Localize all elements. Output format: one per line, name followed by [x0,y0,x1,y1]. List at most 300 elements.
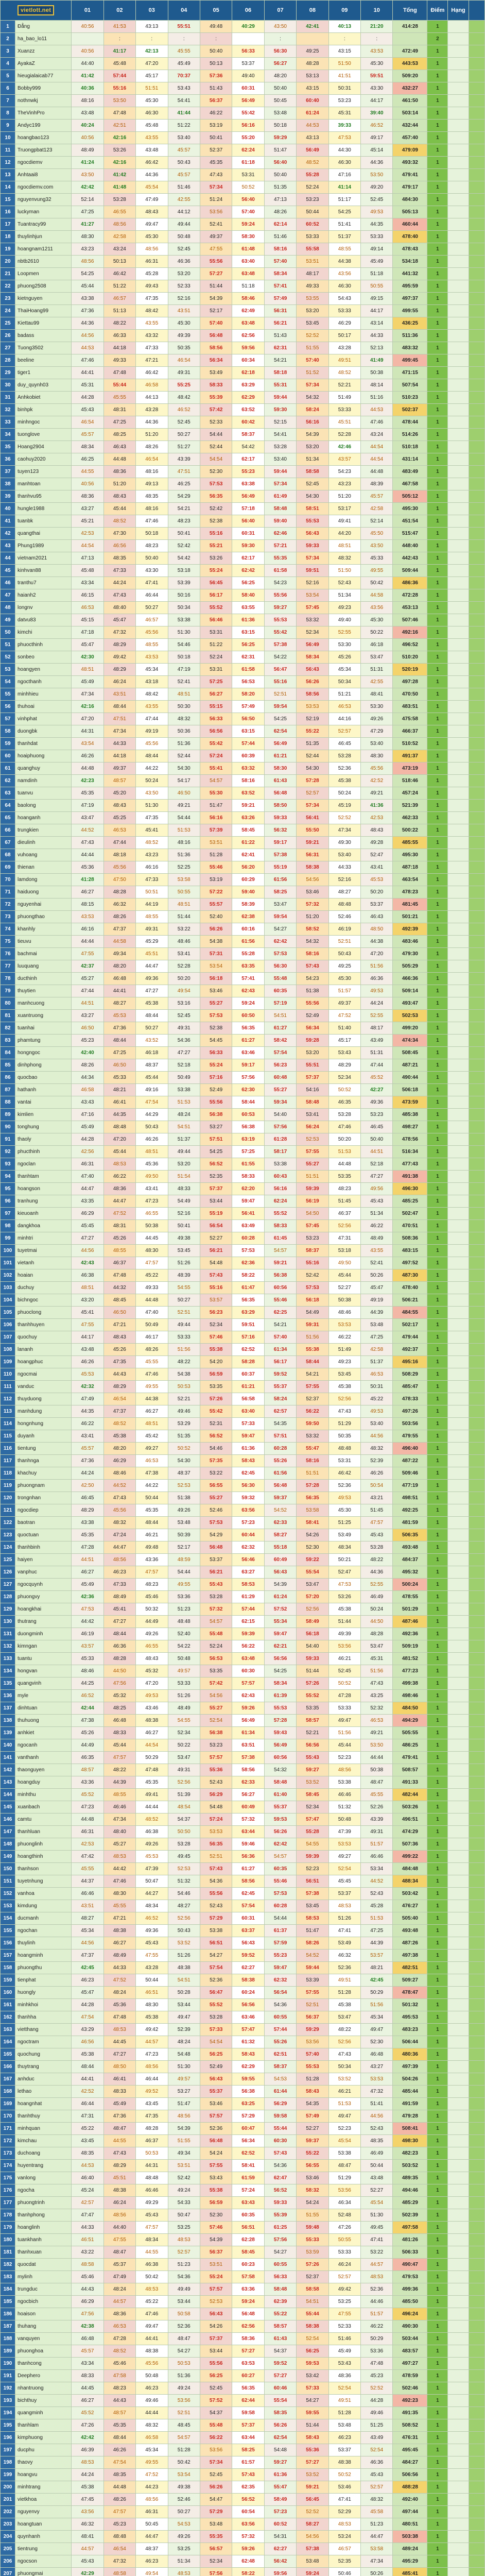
score-value: 53:50 [113,98,126,104]
player-name[interactable]: minhhieu [15,688,71,701]
player-name[interactable]: kimdung [15,1900,71,1912]
logo-text[interactable]: vietlott.net [18,5,54,15]
rank-cell [448,342,469,354]
player-name[interactable]: kimngan [15,1640,71,1653]
player-name[interactable]: minhkhoi [15,1999,71,2011]
score-value: 62:32 [273,1977,287,1983]
player-name[interactable]: duy_quynh03 [15,379,71,392]
player-name[interactable]: beeline [15,354,71,367]
score-cell [328,1158,360,1171]
player-name[interactable]: tuyen123 [15,466,71,478]
player-name[interactable]: quochuy [15,1331,71,1344]
score-cell [103,231,135,243]
player-name[interactable]: TheVinhPro [15,107,71,120]
score-value: 43:51 [81,1903,94,1909]
score-cell [297,1257,328,1269]
player-name[interactable]: phuongnam [15,1480,71,1492]
player-name[interactable]: ngocthanh [15,676,71,688]
total-cell: 479:30 [393,948,427,960]
player-name[interactable]: minhquan [15,2123,71,2135]
player-name[interactable]: Truongpbat123 [15,144,71,157]
player-name[interactable]: camtu [15,1814,71,1826]
player-name[interactable]: trungduc [15,2283,71,2296]
score-value: 48:58 [81,2262,94,2267]
score-value: 53:56 [210,209,223,215]
score-cell [328,985,360,997]
player-name[interactable]: thanhha [15,2011,71,2024]
player-name[interactable]: xuanbach [15,1801,71,1814]
player-name[interactable]: Bobby999 [15,82,71,95]
player-name[interactable]: hoangthinh [15,1851,71,1863]
player-name[interactable]: hoangduy [15,1776,71,1789]
player-name[interactable]: tonghung [15,1121,71,1133]
player-name[interactable]: kinhvan88 [15,565,71,577]
score-value: 41:17 [113,48,127,54]
score-cell [328,256,360,268]
score-cell [232,194,264,206]
player-name[interactable]: nguyenvung32 [15,194,71,206]
player-name[interactable]: ngocanh [15,1739,71,1752]
player-name[interactable]: phamtung [15,1035,71,1047]
player-name[interactable]: Andyc199 [15,120,71,132]
score-cell [232,354,264,367]
score-value: 58:39 [241,902,255,907]
score-cell [136,1962,168,1974]
player-name[interactable]: thaoly [15,1133,71,1146]
player-name[interactable]: tienphat [15,1974,71,1987]
player-name[interactable]: thanhthuy [15,2110,71,2123]
score-value: 53:33 [338,1705,351,1711]
score-value: 49:25 [306,48,319,54]
score-value: 44:18 [113,345,126,351]
player-name[interactable]: bichngoc [15,1294,71,1307]
player-name[interactable]: thanhxuan [15,2246,71,2259]
score-cell [103,1801,135,1814]
player-name[interactable]: kimchau [15,2135,71,2147]
player-name[interactable]: tientung [15,1443,71,1455]
player-name[interactable]: manhtoan [15,478,71,490]
row-number: 129 [1,1603,15,1616]
player-name[interactable]: tuantu [15,1653,71,1665]
player-name[interactable]: tuyetnhung [15,1875,71,1888]
score-value: 55:19 [273,865,287,870]
score-cell [232,1171,264,1183]
score-cell [200,800,232,812]
score-value: 42:58 [370,506,384,512]
player-name[interactable]: dinhtuan [15,1702,71,1715]
player-name[interactable]: thanhhuyen [15,1319,71,1331]
player-name[interactable]: thutrang [15,1616,71,1628]
score-value: 54:57 [210,778,223,784]
score-value: 51:29 [338,1421,351,1427]
rank-cell [448,478,469,490]
score-cell [328,2073,360,2086]
player-name[interactable]: hoangnhat [15,2098,71,2110]
player-name[interactable]: namdinh [15,775,71,787]
player-name[interactable]: vietanh [15,1257,71,1269]
player-name[interactable]: duchoang [15,2147,71,2160]
player-name[interactable]: ducthinh [15,973,71,985]
player-name[interactable]: thanhnga [15,1455,71,1467]
player-name[interactable]: thanhtam [15,1171,71,1183]
score-value: 48:40 [113,1829,126,1835]
player-name[interactable]: caohuy2020 [15,453,71,466]
player-name[interactable]: haiduong [15,886,71,899]
player-name[interactable]: haianh2 [15,589,71,602]
player-name[interactable]: datvu83 [15,614,71,626]
score-value: 54:36 [177,2274,190,2280]
player-name[interactable]: vinhphat [15,713,71,725]
score-cell [232,107,264,120]
player-name[interactable]: phuongthu [15,1962,71,1974]
score-value: 46:45 [338,741,351,747]
player-name[interactable]: nguyenhai [15,899,71,911]
score-cell [232,775,264,787]
player-name[interactable]: Kiettau99 [15,317,71,330]
score-cell [297,503,328,515]
player-name[interactable]: phuongvy [15,1591,71,1603]
player-name[interactable]: Hoang2904 [15,441,71,453]
player-name[interactable]: tuyetmai [15,1245,71,1257]
score-value: 49:55 [145,1384,159,1389]
player-name[interactable]: vietnam2021 [15,552,71,565]
player-name[interactable]: ducmanh [15,1912,71,1925]
score-value: 43:55 [145,320,159,326]
player-name[interactable]: thanhson [15,1863,71,1875]
score-cell [232,602,264,614]
player-name[interactable]: hungle1988 [15,503,71,515]
score-cell [232,453,264,466]
player-name[interactable]: tuankhanh [15,2234,71,2246]
score-value: 40:29 [241,24,255,29]
score-value: 50:18 [273,123,287,128]
player-name[interactable]: quanghuy [15,762,71,775]
player-name[interactable]: hoangnam1211 [15,243,71,256]
player-name[interactable]: sonbeo [15,651,71,664]
score-value: 61:27 [241,1038,255,1043]
player-name[interactable]: thuytrang [15,2061,71,2073]
player-name[interactable]: vietthang [15,2024,71,2036]
player-name[interactable]: huongly [15,1987,71,1999]
player-name[interactable]: phuongtrinh [15,2197,71,2209]
row-number: 84 [1,1047,15,1059]
player-name[interactable]: thuytien [15,985,71,997]
player-name[interactable]: phuong2508 [15,280,71,293]
player-name[interactable]: ngocdiep [15,1504,71,1517]
player-name[interactable]: vanthanh [15,1752,71,1764]
score-cell [200,120,232,132]
score-value: 44:54 [370,444,384,450]
player-name[interactable]: Anhkobiet [15,392,71,404]
player-name[interactable]: tuanvu [15,787,71,800]
player-name[interactable]: duongminh [15,1628,71,1640]
score-cell [328,293,360,305]
player-name[interactable]: khachuy [15,1467,71,1480]
player-name[interactable]: AyakaZ [15,58,71,70]
player-name[interactable]: hoangyen [15,664,71,676]
score-value: 47:46 [145,518,159,524]
player-name[interactable]: thuylinh [15,1937,71,1950]
player-name[interactable]: duongbk [15,725,71,738]
player-name[interactable]: phuonglinh [15,1838,71,1851]
score-value: 55:27 [273,1087,287,1093]
player-name[interactable]: bachmai [15,948,71,960]
player-name[interactable]: minhngoc [15,416,71,429]
player-name[interactable]: vantai [15,1096,71,1109]
player-name[interactable]: thuhoai [15,701,71,713]
player-name[interactable]: tuonglove [15,429,71,441]
player-name[interactable]: longnv [15,602,71,614]
score-cell [297,2024,328,2036]
player-name[interactable]: luuquang [15,960,71,973]
player-name[interactable]: minhthu [15,1789,71,1801]
score-cell [200,82,232,95]
player-name[interactable]: nothnwkj [15,95,71,107]
player-name[interactable]: ngochan [15,1925,71,1937]
score-cell [200,2110,232,2123]
score-cell [361,429,393,441]
player-name[interactable]: hoanglinh [15,2222,71,2234]
player-name[interactable]: nbtb2610 [15,256,71,268]
player-name[interactable]: vanhoa [15,1888,71,1900]
player-name[interactable]: hoaiphuong [15,750,71,762]
player-name[interactable]: quocdat [15,2259,71,2271]
score-value: 57:56 [273,1124,287,1130]
tier-cell [469,2197,484,2209]
table-row [1,367,485,379]
player-name[interactable]: ha_bao_lo11 [15,33,71,45]
player-name[interactable]: quochung [15,2048,71,2061]
score-cell [297,626,328,639]
player-name[interactable]: baolong [15,800,71,812]
score-value: 54:38 [177,1371,190,1377]
score-value: 53:36 [177,1594,190,1600]
player-name[interactable]: Loopmen [15,268,71,280]
player-name[interactable]: hoangminh [15,1950,71,1962]
total-cell: 534:18 [393,256,427,268]
score-cell [328,800,360,812]
player-name[interactable]: luckyman [15,206,71,218]
row-number: 173 [1,2147,15,2160]
player-name[interactable]: myle [15,1690,71,1702]
player-name[interactable]: thaonguyen [15,1764,71,1776]
score-cell [232,1331,264,1344]
player-name[interactable]: kimlien [15,1109,71,1121]
player-name[interactable]: tranthu7 [15,577,71,589]
score-value: 43:55 [145,704,159,709]
player-name[interactable]: manhdung [15,1405,71,1418]
player-name[interactable]: hoangson [15,1183,71,1195]
player-name[interactable]: vanphuc [15,1566,71,1579]
total-cell: 489:35 [393,2172,427,2184]
player-name[interactable]: Tuantracy99 [15,218,71,231]
score-cell [168,1307,200,1319]
player-name[interactable]: ngocdiemv.com [15,181,71,194]
player-name[interactable]: kieuoanh [15,1208,71,1220]
row-number: 150 [1,1863,15,1875]
player-name[interactable]: hongnhung [15,1418,71,1430]
score-value: 56:18 [306,1297,319,1303]
player-name[interactable]: ngoctram [15,2036,71,2048]
player-name[interactable]: hoangkhai [15,1603,71,1616]
player-name[interactable]: ngocquynh [15,1579,71,1591]
score-value: 47:48 [113,1273,126,1278]
player-name[interactable]: minhtri [15,1232,71,1245]
player-name[interactable]: thanhluan [15,1826,71,1838]
score-value: 54:25 [273,1668,287,1674]
player-name[interactable]: mylinh [15,2271,71,2283]
player-name[interactable]: dinhphong [15,1059,71,1072]
player-name[interactable]: phuocthinh [15,639,71,651]
player-name[interactable]: trongnhan [15,1492,71,1504]
score-value: 57:53 [241,1248,255,1253]
score-value: 52:34 [306,1804,319,1810]
score-value: 45:49 [370,259,384,264]
player-name[interactable]: phuongthao [15,911,71,923]
player-name[interactable]: thuyduong [15,1393,71,1405]
player-name[interactable]: hoanganh [15,812,71,824]
score-value: 49:49 [177,2286,190,2292]
player-name[interactable]: hoangbao123 [15,132,71,144]
score-cell [232,738,264,750]
score-cell [264,886,296,899]
points-cell: 1 [427,256,448,268]
player-name[interactable]: Đẳng [15,21,71,33]
score-value: 49:38 [177,1235,190,1241]
player-name[interactable]: Anhtaai8 [15,169,71,181]
player-name[interactable]: trungkien [15,824,71,837]
player-name[interactable]: duyanh [15,1430,71,1443]
score-value: 51:21 [338,691,351,697]
score-value: 44:12 [177,209,190,215]
player-name[interactable]: Phung1989 [15,540,71,552]
score-value: 47:57 [145,2225,159,2230]
player-name[interactable]: tuanhai [15,1022,71,1035]
score-value: 56:49 [241,1718,255,1723]
player-name[interactable]: lananh [15,1344,71,1356]
player-name[interactable]: hongngoc [15,1047,71,1059]
score-cell [200,416,232,429]
total-cell: 505:12 [393,490,427,503]
points-cell: 1 [427,2098,448,2110]
score-cell [200,1653,232,1665]
rank-cell [448,1999,469,2011]
player-name[interactable]: binhpk [15,404,71,416]
player-name[interactable]: kimchi [15,626,71,639]
rank-cell [448,1356,469,1368]
player-name[interactable]: vuhoang [15,849,71,861]
player-name[interactable]: kietnguyen [15,293,71,305]
player-name[interactable]: lethao [15,2086,71,2098]
player-name[interactable]: thuylinhjun [15,231,71,243]
player-name[interactable]: tiger1 [15,367,71,379]
player-name[interactable]: khanhly [15,923,71,936]
player-name[interactable]: vanlong [15,2172,71,2184]
score-cell [328,1121,360,1133]
player-name[interactable]: hoangphuc [15,1356,71,1368]
score-value: 50:27 [145,1025,159,1031]
player-name[interactable]: vanduc [15,1381,71,1393]
player-name[interactable]: xuantruong [15,1010,71,1022]
player-name[interactable]: duchuy [15,1282,71,1294]
player-name[interactable]: dieulinh [15,837,71,849]
player-name[interactable]: ngocdiemv [15,157,71,169]
rank-cell [448,231,469,243]
player-name[interactable]: quangvinh [15,1677,71,1690]
score-value: 46:29 [81,1211,94,1216]
score-cell [72,1838,103,1851]
player-name[interactable]: huyentrang [15,2160,71,2172]
player-name[interactable]: hieugialaicab77 [15,70,71,82]
player-name[interactable]: thanhdat [15,738,71,750]
player-name[interactable]: hoaian [15,1269,71,1282]
player-name[interactable]: badass [15,330,71,342]
player-name[interactable]: dangkhoa [15,1220,71,1232]
score-value: 52:45 [177,419,190,425]
tier-cell [469,2246,484,2259]
score-cell [264,1146,296,1158]
player-name[interactable]: ThaiHoang99 [15,305,71,317]
score-cell [103,1974,135,1987]
player-name[interactable]: thienan [15,861,71,874]
points-cell: 1 [427,218,448,231]
score-cell [136,441,168,453]
score-cell [200,1752,232,1764]
player-name[interactable]: thanhbinh [15,1541,71,1554]
player-name[interactable]: tuanbk [15,515,71,528]
player-name[interactable]: thanhphong [15,2209,71,2222]
player-name[interactable]: ngoclan [15,1158,71,1171]
row-number: 118 [1,1467,15,1480]
player-name[interactable]: haiyen [15,1554,71,1566]
player-name[interactable]: tranhung [15,1195,71,1208]
player-name[interactable]: hongvan [15,1665,71,1677]
points-cell: 1 [427,1443,448,1455]
player-name[interactable]: phuoclong [15,1307,71,1319]
player-name[interactable]: phucthinh [15,1146,71,1158]
total-cell: 487:18 [393,861,427,874]
player-name[interactable]: quangthai [15,528,71,540]
player-name[interactable]: thuhuong [15,1715,71,1727]
score-value: 44:44 [81,852,94,858]
player-name[interactable]: thanhvu95 [15,490,71,503]
player-name[interactable]: tieuvu [15,936,71,948]
score-cell [136,1789,168,1801]
score-cell [361,1331,393,1344]
score-value: 49:51 [338,358,351,363]
player-name[interactable]: anhduc [15,2073,71,2086]
player-name[interactable]: ngocmai [15,1368,71,1381]
player-name[interactable]: lamdong [15,874,71,886]
player-name[interactable]: quoctuan [15,1529,71,1541]
score-cell [297,1146,328,1158]
score-cell [264,1430,296,1443]
player-name[interactable]: Xuanzz [15,45,71,58]
score-value: 47:27 [113,2052,126,2057]
player-name[interactable]: baotran [15,1517,71,1529]
player-name[interactable]: ngocha [15,2184,71,2197]
site-logo[interactable] [1,1,72,21]
score-value: 48:50 [370,926,384,932]
player-name[interactable]: manhcuong [15,997,71,1010]
player-name[interactable]: hathanh [15,1084,71,1096]
player-name[interactable]: Tuong3502 [15,342,71,354]
player-name[interactable]: anhkiet [15,1727,71,1739]
score-cell [232,565,264,577]
points-cell: 1 [427,416,448,429]
player-name[interactable]: ngocbich [15,2296,71,2308]
player-name[interactable]: quocbao [15,1072,71,1084]
